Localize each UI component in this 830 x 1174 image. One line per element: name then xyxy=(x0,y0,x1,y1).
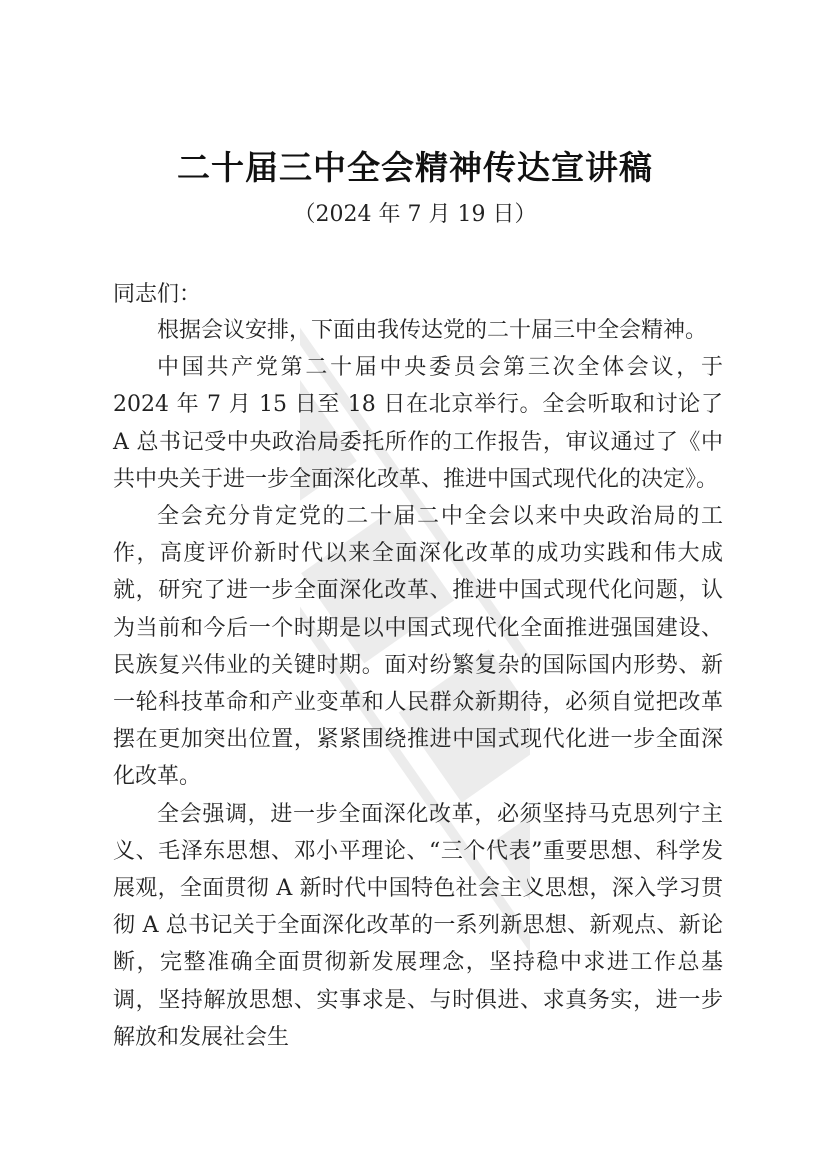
salutation: 同志们： xyxy=(113,282,202,307)
paragraph-4: 全会强调，进一步全面深化改革，必须坚持马克思列宁主义、毛泽东思想、邓小平理论、“三个代表”重要思想、科学发展观，全面贯彻 A 新时代中国特色社会主义思想，深入学习贯彻 A 总书记关于全面深化改革的一系列新思想、新观点、新论断，完整准确全面贯彻新发展理念，坚持稳中求进工作总基调，坚持解放思想、实事求是、与时俱进、求真务实，进一步解放和发展社会生 xyxy=(113,801,723,1050)
paragraph-1: 根据会议安排，下面由我传达党的二十届三中全会精神。 xyxy=(157,318,708,343)
document-date: （2024 年 7 月 19 日） xyxy=(293,202,537,227)
paragraph-3: 全会充分肯定党的二十届二中全会以来中央政治局的工作，高度评价新时代以来全面深化改革的成功实践和伟大成就，研究了进一步全面深化改革、推进中国式现代化问题，认为当前和今后一个时期是以中国式现代化全面推进强国建设、民族复兴伟业的关键时期。面对纷繁复杂的国际国内形势、新一轮科技革命和产业变革和人民群众新期待，必须自觉把改革摆在更加突出位置，紧紧围绕推进中国式现代化进一步全面深化改革。 xyxy=(113,504,723,790)
paragraph-2: 中国共产党第二十届中央委员会第三次全体会议，于 2024 年 7 月 15 日至 18 日在北京举行。全会听取和讨论了 A 总书记受中央政治局委托所作的工作报告，审议通过了《中共中央关于进一步全面深化改革、推进中国式现代化的决定》。 xyxy=(113,355,723,492)
document-body xyxy=(113,312,723,1056)
page-title: 二十届三中全会精神传达宣讲稿 xyxy=(177,148,653,187)
